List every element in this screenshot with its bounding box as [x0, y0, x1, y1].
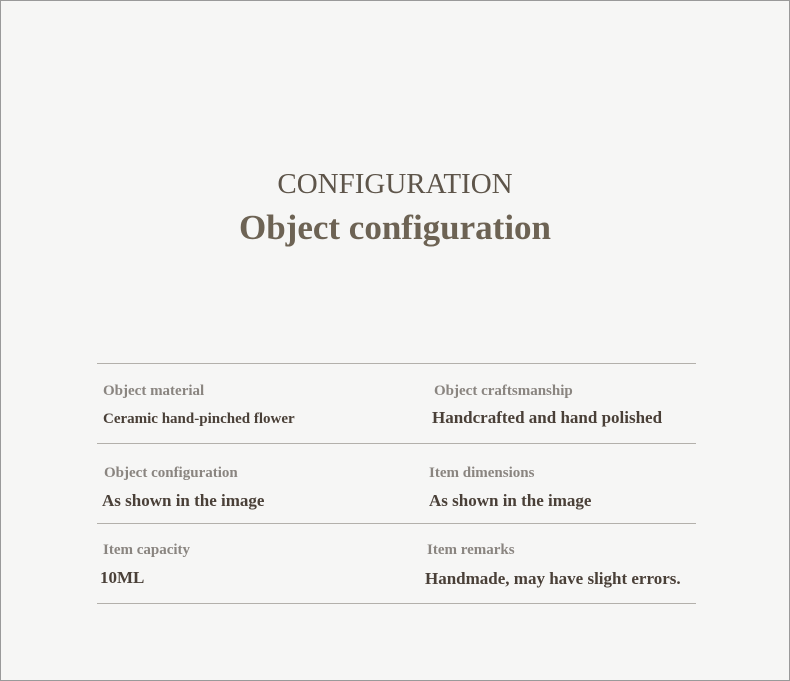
- divider-2: [97, 523, 696, 524]
- spec-value-remarks: Handmade, may have slight errors.: [425, 569, 681, 588]
- section-label: CONFIGURATION: [277, 168, 513, 200]
- divider-bottom: [97, 603, 696, 604]
- spec-value-configuration: As shown in the image: [102, 491, 265, 510]
- spec-value-dimensions: As shown in the image: [429, 491, 592, 510]
- spec-label-craftsmanship: Object craftsmanship: [434, 383, 573, 399]
- spec-label-capacity: Item capacity: [103, 542, 191, 558]
- divider-1: [97, 443, 696, 444]
- spec-label-material: Object material: [103, 383, 205, 399]
- page-title: Object configuration: [238, 208, 552, 247]
- spec-value-capacity: 10ML: [100, 568, 145, 587]
- spec-label-remarks: Item remarks: [427, 542, 515, 558]
- spec-value-craftsmanship: Handcrafted and hand polished: [432, 408, 663, 427]
- spec-label-configuration: Object configuration: [104, 465, 238, 481]
- spec-label-dimensions: Item dimensions: [429, 465, 535, 481]
- spec-value-material: Ceramic hand-pinched flower: [103, 411, 295, 427]
- divider-top: [97, 363, 696, 364]
